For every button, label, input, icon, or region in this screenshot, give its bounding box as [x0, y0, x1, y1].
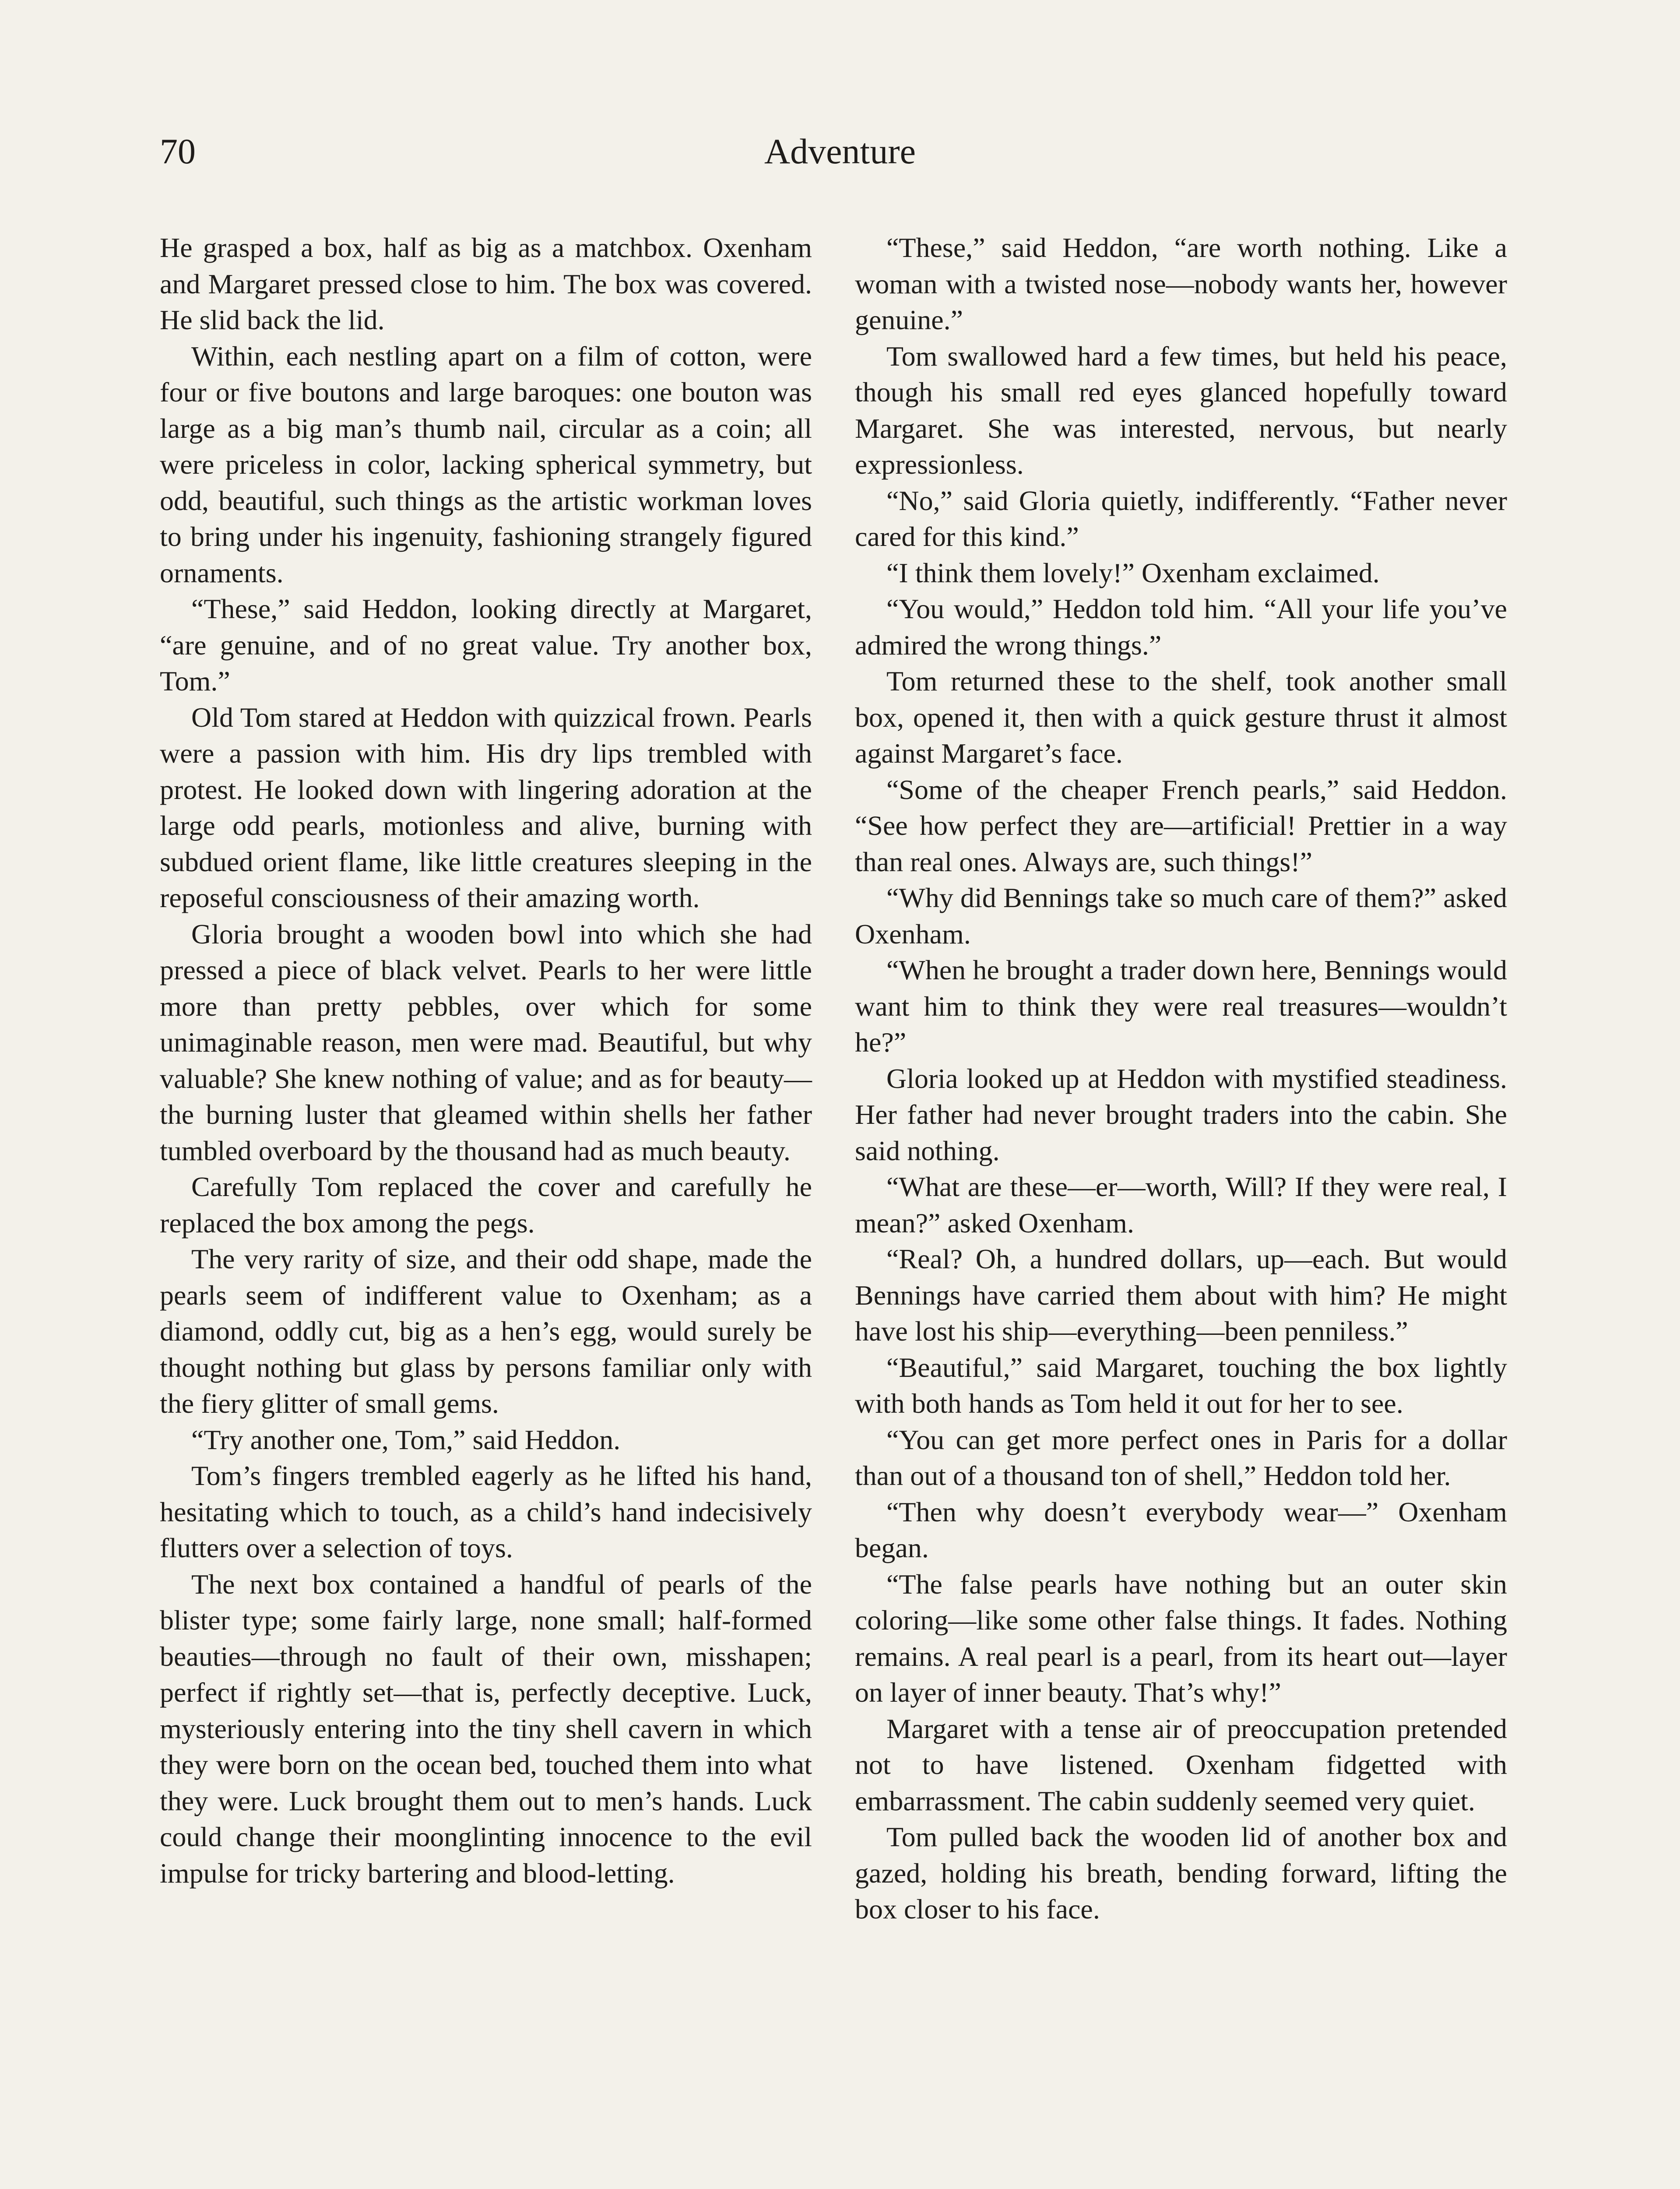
paragraph: “These,” said Heddon, looking directly at Margaret, “are genuine, and of no great value. Try another box, Tom.” [160, 593, 812, 697]
paragraph: “Why did Bennings take so much care of them?” asked Oxenham. [855, 882, 1507, 950]
paragraph: Tom’s fingers trembled eagerly as he lifted his hand, hesitating which to touch, as a child’s hand indecisively flutters over a selection of toys. [160, 1460, 812, 1563]
paragraph: “Beautiful,” said Margaret, touching the box lightly with both hands as Tom held it out for her to see. [855, 1351, 1507, 1419]
paragraph: Tom swallowed hard a few times, but held his peace, though his small red eyes glanced hopefully toward Margaret. She was interested, nervous, but nearly expressionless. [855, 340, 1507, 480]
paragraph: Margaret with a tense air of preoccupation pretended not to have listened. Oxenham fidgetted with embarrassment. The cabin suddenly seemed very quiet. [855, 1713, 1507, 1816]
paragraph: “These,” said Heddon, “are worth nothing. Like a woman with a twisted nose—nobody wants her, however genuine.” [855, 232, 1507, 335]
page-number: 70 [160, 131, 196, 171]
paragraph: Old Tom stared at Heddon with quizzical frown. Pearls were a passion with him. His dry lips trembled with protest. He looked down with lingering adoration at the large odd pearls, motionless and alive, burning with subdued orient flame, like little creatures sleeping in the reposeful consciousness of their amazing worth. [160, 701, 812, 913]
paragraph: Gloria looked up at Heddon with mystified steadiness. Her father had never brought traders into the cabin. She said nothing. [855, 1063, 1507, 1166]
paragraph: Tom returned these to the shelf, took another small box, opened it, then with a quick gesture thrust it almost against Margaret’s face. [855, 665, 1507, 769]
paragraph: “Try another one, Tom,” said Heddon. [191, 1424, 621, 1455]
paragraph: Tom pulled back the wooden lid of another box and gazed, holding his breath, bending forward, lifting the box closer to his face. [855, 1821, 1507, 1925]
paragraph: “Real? Oh, a hundred dollars, up—each. But would Bennings have carried them about with him? He might have lost his ship—everything—been penniless.” [855, 1243, 1507, 1347]
paragraph: “You would,” Heddon told him. “All your life you’ve admired the wrong things.” [855, 593, 1507, 661]
left-column [160, 230, 812, 1891]
paragraph: The very rarity of size, and their odd shape, made the pearls seem of indifferent value to Oxenham; as a diamond, oddly cut, big as a hen’s egg, would surely be thought nothing but glass by persons familiar only with the fiery glitter of small gems. [160, 1243, 812, 1419]
paragraph: “Then why doesn’t everybody wear—” Oxenham began. [855, 1496, 1507, 1563]
paragraph: “You can get more perfect ones in Paris for a dollar than out of a thousand ton of shell,” Heddon told her. [855, 1424, 1507, 1491]
paragraph: The next box contained a handful of pearls of the blister type; some fairly large, none small; half-formed beauties—through no fault of their own, misshapen; perfect if rightly set—that is, perfectly deceptive. Luck, mysteriously entering into the tiny shell cavern in which they were born on the ocean bed, touched them into what they were. Luck brought them out to men’s hands. Luck could change their moonglinting innocence to the evil impulse for tricky bartering and blood-letting. [160, 1568, 812, 1889]
paragraph: Within, each nestling apart on a film of cotton, were four or five boutons and large baroques: one bouton was large as a big man’s thumb nail, circular as a coin; all were priceless in color, lacking spherical symmetry, but odd, beautiful, such things as the artistic workman loves to bring under his ingenuity, fashioning strangely figured ornaments. [160, 340, 812, 588]
paragraph: “When he brought a trader down here, Bennings would want him to think they were real treasures—wouldn’t he?” [855, 954, 1507, 1058]
paragraph: “Some of the cheaper French pearls,” said Heddon. “See how perfect they are—artificial! Prettier in a way than real ones. Always are, such things!” [855, 774, 1507, 877]
paragraph: “The false pearls have nothing but an outer skin coloring—like some other false things. It fades. Nothing remains. A real pearl is a pearl, from its heart out—layer on layer of inner beauty. That’s why!” [855, 1568, 1507, 1708]
paragraph: Carefully Tom replaced the cover and carefully he replaced the box among the pegs. [160, 1171, 812, 1239]
magazine-title: Adventure [764, 131, 916, 171]
paragraph: “I think them lovely!” Oxenham exclaimed. [886, 557, 1380, 588]
paragraph: “No,” said Gloria quietly, indifferently. “Father never cared for this kind.” [855, 485, 1507, 552]
right-column [855, 230, 1507, 1928]
paragraph: Gloria brought a wooden bowl into which she had pressed a piece of black velvet. Pearls to her were little more than pretty pebbles, over which for some unimaginable reason, men were mad. Beautiful, but why valuable? She knew nothing of value; and as for beauty—the burning luster that gleamed within shells her father tumbled overboard by the thousand had as much beauty. [160, 918, 812, 1166]
paragraph: He grasped a box, half as big as a matchbox. Oxenham and Margaret pressed close to him. The box was covered. He slid back the lid. [160, 232, 812, 335]
paragraph: “What are these—er—worth, Will? If they were real, I mean?” asked Oxenham. [855, 1171, 1507, 1239]
